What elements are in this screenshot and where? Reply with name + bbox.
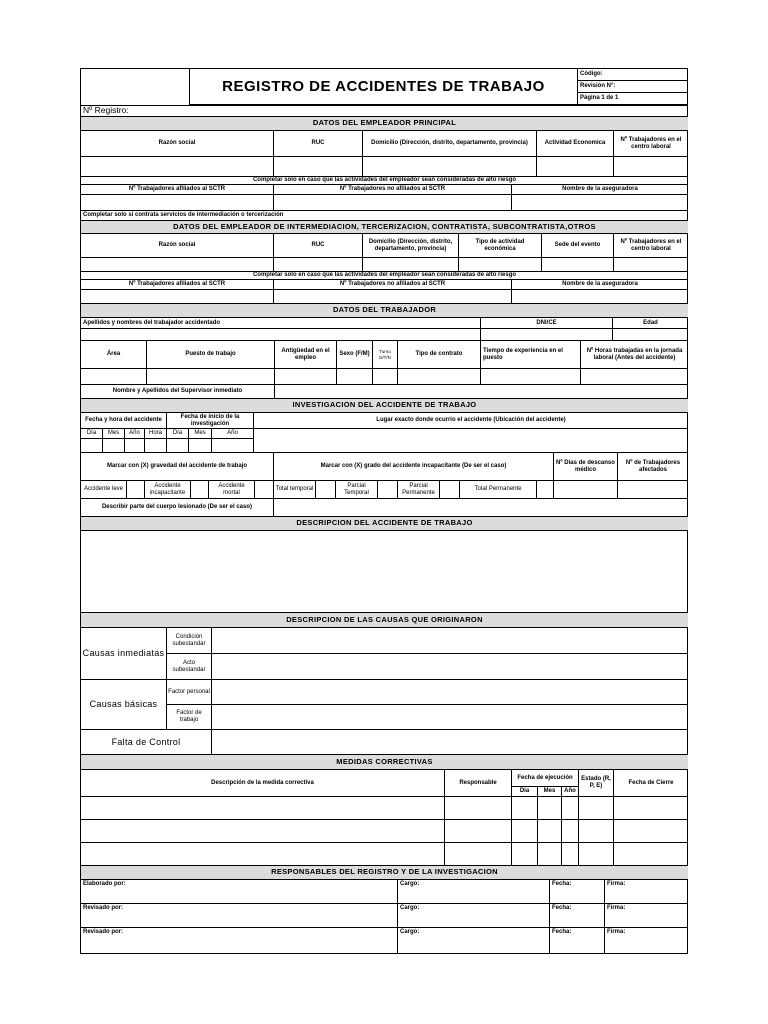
area-label: Área (81, 341, 147, 369)
investigacion-anio-label: Año (212, 429, 254, 439)
afiliados-field[interactable] (81, 195, 274, 211)
lugar-field[interactable] (254, 429, 688, 453)
experiencia-field[interactable] (481, 369, 581, 385)
medida-descripcion-field[interactable] (81, 820, 445, 843)
factor-trabajo-field[interactable] (212, 705, 688, 730)
accidente-mortal-checkbox[interactable] (255, 481, 274, 499)
medida-mes-field[interactable] (538, 843, 562, 866)
accidente-incapacitante-checkbox[interactable] (191, 481, 209, 499)
elaborado-por-field[interactable]: Elaborado por: (81, 880, 398, 904)
medida-dia-field[interactable] (512, 843, 538, 866)
no-afiliados-field[interactable] (274, 195, 512, 211)
no-afiliados-label: Nº Trabajadores no afiliados al SCTR (274, 185, 512, 195)
acto-subestandar-label: Acto subestandar (167, 654, 212, 680)
horas-label: Nº Horas trabajadas en la jornada laboral (Antes del accidente) (581, 341, 688, 369)
razon-social-label: Razón social (81, 131, 274, 157)
factor-trabajo-label: Factor de trabajo (167, 705, 212, 730)
intermediacion-note: Completar solo si contrata servicios de intermediación o tercerización (81, 211, 688, 221)
accidente-leve-checkbox[interactable] (127, 481, 145, 499)
supervisor-label: Nombre y Apellidos del Supervisor inmediato (81, 385, 275, 399)
accidente-dia-field[interactable] (81, 439, 103, 453)
domicilio-label: Domicilio (Dirección, distrito, departamento, provincia) (363, 234, 459, 258)
medida-estado-field[interactable] (579, 820, 614, 843)
form-title: REGISTRO DE ACCIDENTES DE TRABAJO (190, 69, 578, 105)
condicion-subestandar-label: Condición subestandar (167, 628, 212, 654)
ruc-field[interactable] (274, 157, 363, 177)
descripcion-accidente-field[interactable] (81, 531, 688, 613)
medida-cierre-field[interactable] (614, 820, 688, 843)
revisado-por-field[interactable]: Revisado por: (81, 928, 398, 953)
no-afiliados-field[interactable] (274, 290, 512, 304)
no-afiliados-label: Nº Trabajadores no afiliados al SCTR (274, 280, 512, 290)
medida-responsable-field[interactable] (445, 843, 512, 866)
sede-label: Sede del evento (542, 234, 614, 258)
ruc-label: RUC (274, 234, 363, 258)
edad-field[interactable] (613, 329, 688, 341)
parcial-temporal-label: Parcial Temporal (336, 481, 378, 499)
fecha-field[interactable]: Fecha: (550, 928, 605, 953)
sexo-field[interactable] (337, 369, 373, 385)
dni-label: DNI/CE (481, 318, 613, 329)
parcial-temporal-checkbox[interactable] (378, 481, 398, 499)
accidente-hora-label: Hora (145, 429, 167, 439)
falta-control-label: Falta de Control (81, 730, 212, 755)
trabajadores-label: Nº Trabajadores en el centro laboral (614, 234, 688, 258)
parcial-permanente-label: Parcial Permanente (398, 481, 440, 499)
firma-field[interactable]: Firma: (605, 880, 688, 904)
trabajadores-field[interactable] (614, 258, 688, 272)
aseguradora-field[interactable] (512, 290, 688, 304)
fecha-cierre-label: Fecha de Cierre (614, 770, 688, 797)
aseguradora-field[interactable] (512, 195, 688, 211)
logo-box (81, 69, 190, 105)
investigacion-mes-label: Mes (189, 429, 212, 439)
parte-cuerpo-label: Describir parte del cuerpo lesionado (De ser el caso) (81, 499, 274, 517)
section-medidas-correctivas: MEDIDAS CORRECTIVAS (81, 755, 688, 770)
ejecucion-mes-label: Mes (538, 787, 562, 797)
tipo-contrato-label: Tipo de contrato (398, 341, 481, 369)
medida-estado-field[interactable] (579, 797, 614, 820)
ejecucion-anio-label: Año (562, 787, 579, 797)
alto-riesgo-note: Completar solo en caso que las actividades del empleador sean consideradas de alto riesgo (81, 177, 688, 185)
dni-field[interactable] (481, 329, 613, 341)
razon-social-field[interactable] (81, 258, 274, 272)
investigacion-anio-field[interactable] (212, 439, 254, 453)
razon-social-field[interactable] (81, 157, 274, 177)
trabajadores-label: Nº Trabajadores en el centro laboral (614, 131, 688, 157)
medida-mes-field[interactable] (538, 797, 562, 820)
aseguradora-label: Nombre de la aseguradora (512, 280, 688, 290)
section-empleador-principal: DATOS DEL EMPLEADOR PRINCIPAL (81, 117, 688, 131)
medida-cierre-field[interactable] (614, 843, 688, 866)
supervisor-field[interactable] (275, 385, 688, 399)
afiliados-label: Nº Trabajadores afiliados al SCTR (81, 185, 274, 195)
section-trabajador: DATOS DEL TRABAJADOR (81, 304, 688, 318)
puesto-field[interactable] (147, 369, 275, 385)
accidente-mes-label: Mes (103, 429, 125, 439)
falta-control-field[interactable] (212, 730, 688, 755)
domicilio-field[interactable] (363, 157, 537, 177)
medida-descripcion-field[interactable] (81, 843, 445, 866)
dias-descanso-label: Nº Días de descanso médico (554, 453, 618, 481)
sede-field[interactable] (542, 258, 614, 272)
accidente-mortal-label: Accidente mortal (209, 481, 255, 499)
ejecucion-dia-label: Día (512, 787, 538, 797)
medida-anio-field[interactable] (562, 820, 579, 843)
section-responsables: RESPONSABLES DEL REGISTRO Y DE LA INVESTIGACION (81, 866, 688, 880)
acto-subestandar-field[interactable] (212, 654, 688, 680)
gravedad-label: Marcar con (X) gravedad del accidente de trabajo (81, 453, 274, 481)
section-descripcion-accidente: DESCRIPCION DEL ACCIDENTE DE TRABAJO (81, 517, 688, 531)
cargo-field[interactable]: Cargo: (398, 904, 550, 928)
firma-field[interactable]: Firma: (607, 929, 626, 935)
medida-responsable-field[interactable] (445, 797, 512, 820)
section-investigacion: INVESTIGACION DEL ACCIDENTE DE TRABAJO (81, 399, 688, 413)
accidente-incapacitante-label: Accidente incapacitante (145, 481, 191, 499)
registro-field[interactable]: Nº Registro: (81, 105, 688, 117)
medida-descripcion-field[interactable] (81, 797, 445, 820)
codigo-field[interactable]: Código: (578, 69, 688, 81)
horas-field[interactable] (581, 369, 688, 385)
cargo-field[interactable]: Cargo: (398, 880, 550, 904)
medida-anio-field[interactable] (562, 797, 579, 820)
afectados-label: Nº de Trabajadores afectados (618, 453, 688, 481)
fecha-ejecucion-label: Fecha de ejecución (512, 770, 579, 787)
investigacion-mes-field[interactable] (189, 439, 212, 453)
causas-basicas-label: Causas básicas (81, 680, 167, 730)
trabajadores-field[interactable] (614, 157, 688, 177)
apellidos-field[interactable] (81, 329, 481, 341)
accident-registry-form (80, 68, 688, 954)
accidente-leve-label: Accidente leve (81, 481, 127, 499)
grado-label: Marcar con (X) grado del accidente incapacitante (De ser el caso) (274, 453, 554, 481)
tipo-contrato-field[interactable] (398, 369, 481, 385)
turno-field[interactable] (373, 369, 398, 385)
accidente-hora-field[interactable] (145, 439, 167, 453)
medida-anio-field[interactable] (562, 843, 579, 866)
accidente-mes-field[interactable] (103, 439, 125, 453)
page-indicator: Página 1 de 1 (578, 93, 688, 105)
responsable-label: Responsable (445, 770, 512, 797)
domicilio-label: Domicilio (Dirección, distrito, departamento, provincia) (363, 131, 537, 157)
medida-mes-field[interactable] (538, 820, 562, 843)
revision-field[interactable]: Revisión N°: (578, 81, 688, 93)
investigacion-dia-field[interactable] (167, 439, 189, 453)
accidente-anio-label: Año (125, 429, 145, 439)
fecha-hora-label: Fecha y hora del accidente (81, 413, 167, 429)
actividad-field[interactable] (537, 157, 614, 177)
aseguradora-label: Nombre de la aseguradora (512, 185, 688, 195)
descripcion-medida-label: Descripción de la medida correctiva (81, 770, 445, 797)
total-temporal-checkbox[interactable] (316, 481, 336, 499)
fecha-field[interactable]: Fecha: (550, 880, 605, 904)
parcial-permanente-checkbox[interactable] (440, 481, 460, 499)
area-field[interactable] (81, 369, 147, 385)
tipo-actividad-field[interactable] (459, 258, 542, 272)
edad-label: Edad (613, 318, 688, 329)
fecha-field[interactable]: Fecha: (550, 904, 605, 928)
factor-personal-label: Factor personal (167, 680, 212, 705)
section-causas: DESCRIPCION DE LAS CAUSAS QUE ORIGINARON (81, 613, 688, 628)
fecha-inicio-label: Fecha de inicio de la investigación (167, 413, 254, 429)
section-empleador-intermediacion: DATOS DEL EMPLEADOR DE INTERMEDIACION, TERCERIZACION, CONTRATISTA, SUBCONTRATISTA,OTROS (81, 221, 688, 234)
puesto-label: Puesto de trabajo (147, 341, 275, 369)
medida-responsable-field[interactable] (445, 820, 512, 843)
ruc-field[interactable] (274, 258, 363, 272)
firma-field[interactable]: Firma: (605, 904, 688, 928)
total-permanente-label: Total Permanente (460, 481, 537, 499)
lugar-label: Lugar exacto donde ocurrio el accidente (Ubicación del accidente) (254, 413, 688, 429)
estado-label: Estado (R, P, E) (579, 770, 614, 797)
causas-inmediatas-label: Causas inmediatas (81, 628, 167, 680)
turno-label: Turno D/T/N (373, 341, 398, 369)
actividad-label: Actividad Economica (537, 131, 614, 157)
ruc-label: RUC (274, 131, 363, 157)
investigacion-dia-label: Día (167, 429, 189, 439)
afectados-field[interactable] (618, 481, 688, 499)
dias-descanso-field[interactable] (554, 481, 618, 499)
alto-riesgo-note: Completar solo en caso que las actividades del empleador sean consideradas de alto riesgo (81, 272, 688, 280)
razon-social-label: Razón social (81, 234, 274, 258)
factor-personal-field[interactable] (212, 680, 688, 705)
antiguedad-label: Antigüedad en el empleo (275, 341, 337, 369)
total-permanente-checkbox[interactable] (537, 481, 554, 499)
parte-cuerpo-field[interactable] (274, 499, 688, 517)
apellidos-label: Apellidos y nombres del trabajador accidentado (81, 318, 481, 329)
experiencia-label: Tiempo de experiencia en el puesto (481, 341, 581, 369)
accidente-anio-field[interactable] (125, 439, 145, 453)
afiliados-label: Nº Trabajadores afiliados al SCTR (81, 280, 274, 290)
medida-dia-field[interactable] (512, 797, 538, 820)
cargo-field[interactable]: Cargo: (398, 928, 550, 953)
accidente-dia-label: Día (81, 429, 103, 439)
medida-dia-field[interactable] (512, 820, 538, 843)
revisado-por-field[interactable]: Revisado por: (81, 904, 398, 928)
medida-estado-field[interactable] (579, 843, 614, 866)
tipo-actividad-label: Tipo de actividad económica (459, 234, 542, 258)
afiliados-field[interactable] (81, 290, 274, 304)
medida-cierre-field[interactable] (614, 797, 688, 820)
sexo-label: Sexo (F/M) (337, 341, 373, 369)
total-temporal-label: Total temporal (274, 481, 316, 499)
domicilio-field[interactable] (363, 258, 459, 272)
condicion-subestandar-field[interactable] (212, 628, 688, 654)
antiguedad-field[interactable] (275, 369, 337, 385)
